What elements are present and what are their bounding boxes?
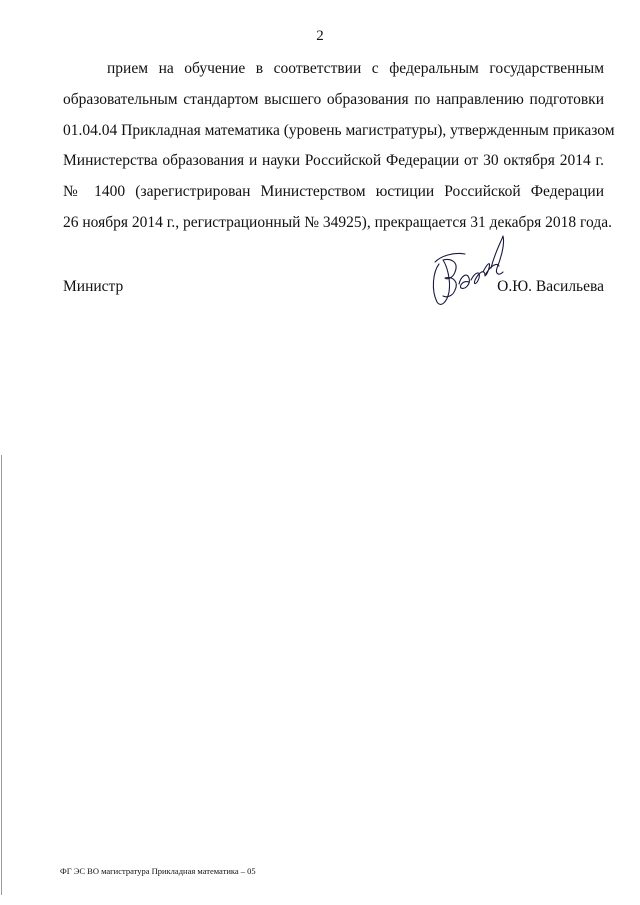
handwritten-signature [425, 232, 515, 312]
paragraph-line: 01.04.04 Прикладная математика (уровень магистратуры), утвержденным приказом [63, 121, 615, 139]
paragraph-line: № 1400 (зарегистрирован Министерством юстиции Российской Федерации [63, 183, 604, 201]
page-number: 2 [316, 28, 324, 44]
footer-note: ФГ ЭС ВО магистратура Прикладная математика – 05 [60, 866, 256, 876]
paragraph-line: 26 ноября 2014 г., регистрационный № 34925), прекращается 31 декабря 2018 года. [63, 213, 612, 231]
scan-edge-line [1, 455, 2, 895]
signer-role: Министр [63, 278, 124, 295]
signer-name: О.Ю. Васильева [497, 278, 604, 295]
paragraph-line: прием на обучение в соответствии с федеральным государственным [107, 60, 604, 77]
body-paragraph [63, 54, 615, 239]
paragraph-line: Министерства образования и науки Российской Федерации от 30 октября 2014 г. [63, 152, 604, 170]
paragraph-line: образовательным стандартом высшего образования по направлению подготовки [63, 90, 604, 108]
